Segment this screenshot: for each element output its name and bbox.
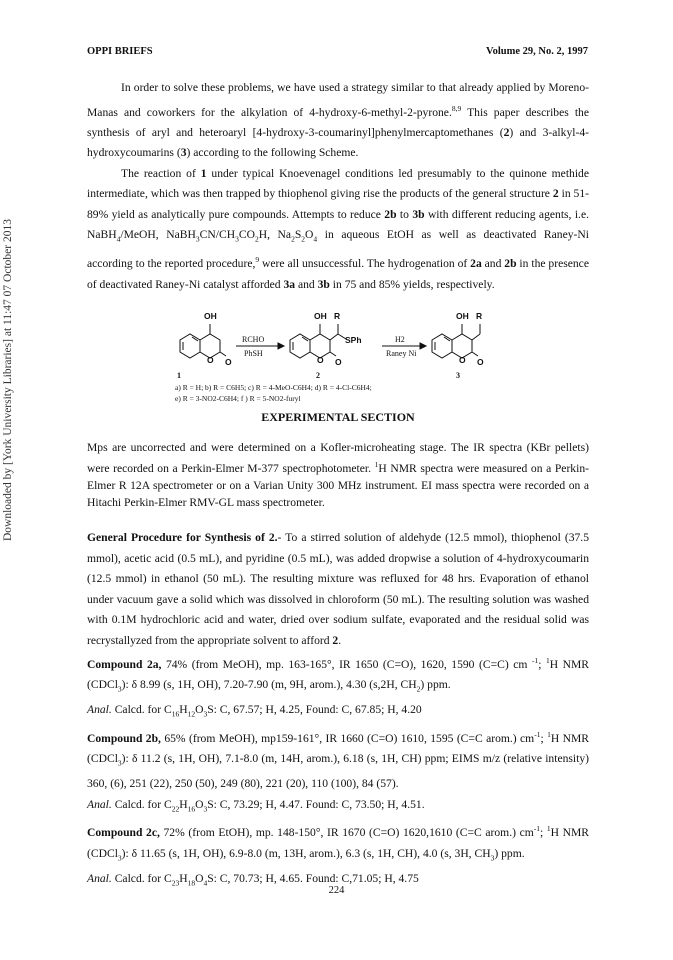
ring-o-1: O xyxy=(207,355,214,365)
reagent-raney-ni: Raney Ni xyxy=(386,349,417,358)
compound-number-2: 2 xyxy=(316,371,320,380)
procedure-section xyxy=(87,528,589,893)
compound-2b-analysis: Anal. Calcd. for $C_{22}H_{16}O_3S$: C, 73.29; H, 4.47. Found: C, 73.50; H, 4.51. xyxy=(87,797,425,813)
compound-2a: Compound 2a, 74% (from MeOH), mp. 163-165°, IR 1650 (C=O), 1620, 1590 (C=C) cm $^{-1}$; $^1$H NMR (CDCl$_3$): δ 8.99 (s, 1H, OH), 7.20-7.90 (m, 9H, arom.), 4.30 (s,2H, $CH_2$) ppm. xyxy=(87,656,589,694)
paragraph-reaction: The reaction of 1 under typical Knoevenagel conditions led presumably to the quinone methide intermediate, which was then trapped by thiophenol giving rise the products of the general structure 2 in 51-89% yield as analytically pure compounds. Attempts to reduce 2b to 3b with different reducing agents, i.e. NaBH$_4$/MeOH, $NaBH_3CN/CH_3CO_2H$, $Na_2S_2O_4$ in aqueous EtOH as well as deactivated Raney-Ni according to the reported procedure,$^9$ were all unsuccessful. The hydrogenation of 2a and 2b in the presence of deactivated Raney-Ni catalyst afforded 3a and 3b in 75 and 85% yields, respectively. xyxy=(87,166,590,291)
sph-label: SPh xyxy=(345,335,362,345)
ring-o-3: O xyxy=(459,355,466,365)
running-header-right: Volume 29, No. 2, 1997 xyxy=(486,46,588,57)
experimental-text: Mps are uncorrected and were determined on a Kofler-microheating stage. The IR spectra (KBr pellets) were recorded on a Perkin-Elmer M-377 spectrophotometer. $^1$H NMR spectra were measured on a Perkin-Elmer R 12A spectrometer or on a Varian Unity 300 MHz instrument. EI mass spectra were recorded on a Hitachi Perkin-Elmer RMV-GL mass spectrometer. xyxy=(87,441,589,509)
scheme-caption-line-2: e) R = 3-NO2-C6H4; f ) R = 5-NO2-furyl xyxy=(175,394,301,403)
carbonyl-o-3: O xyxy=(477,357,484,367)
compound-2b: Compound 2b, 65% (from MeOH), mp159-161°, IR 1660 (C=O) 1610, 1595 (C=C arom.) $cm^{-1}$; $^1$H NMR (CDCl$_3$): δ 11.2 (s, 1H, OH), 7.1-8.0 (m, 14H, arom.), 6.18 (s, 1H, CH) ppm; EIMS m/z (relative intensity) 360, (6), 251 (22), 250 (50), 249 (80), 221 (20), 110 (100), 84 (57). xyxy=(87,729,589,791)
reaction-scheme xyxy=(170,302,510,382)
compound-number-1: 1 xyxy=(177,371,181,380)
reagent-phsh: PhSH xyxy=(244,349,263,358)
compound-2c: Compound 2c, 72% (from EtOH), mp. 148-150°, IR 1670 (C=O) 1620,1610 (C=C arom.) $cm^{-1}$; $^1$H NMR (CDCl$_3$): δ 11.65 (s, 1H, OH), 6.9-8.0 (m, 13H, arom.), 6.3 (s, 1H, CH), 4.0 (s, 3H, $CH_3$) ppm. xyxy=(87,824,590,863)
ring-o-2: O xyxy=(317,355,324,365)
compound-2a-analysis: Anal. Calcd. for $C_{16}H_{12}O_3S$: C, 67.57; H, 4.25, Found: C, 67.85; H, 4.20 xyxy=(87,703,422,719)
oh-label-3: OH xyxy=(456,311,469,321)
reagent-h2: H2 xyxy=(395,335,405,344)
compound-2c-analysis: Anal. Calcd. for $C_{23}H_{18}O_4S$: C, 70.73; H, 4.65. Found: C,71.05; H, 4.75 xyxy=(87,871,419,887)
oh-label-2: OH xyxy=(314,311,327,321)
running-header-left: OPPI BRIEFS xyxy=(87,46,153,57)
oh-label-1: OH xyxy=(204,311,217,321)
carbonyl-o-2: O xyxy=(335,357,342,367)
scheme-caption-line-1: a) R = H; b) R = C6H5; c) R = 4-MeO-C6H4; d) R = 4-Cl-C6H4; xyxy=(175,383,372,392)
carbonyl-o-1: O xyxy=(225,357,232,367)
experimental-section xyxy=(87,410,589,511)
page-number: 224 xyxy=(328,885,345,896)
intro-section xyxy=(87,78,589,295)
r-label-2: R xyxy=(334,311,341,321)
general-procedure: General Procedure for Synthesis of 2.- To a stirred solution of aldehyde (12.5 mmol), thiophenol (37.5 mmol), acetic acid (0.5 mL), and pyridine (0.5 mL), was added dropwise a solution of 4-hydroxycoumarin (12.5 mmol) in ethanol (50 mL). The resulting mixture was refluxed for 48 hrs. Evaporation of ethanol under vacuum gave a solid which was dissolved in chloroform (50 mL). The resulting solution was washed with 0.1M hydrochloric acid and water, dried over sodium sulfate, evaporated and the residual solid was recrystallyzed from the appropriate solvent to afford 2. xyxy=(87,531,589,647)
r-label-3: R xyxy=(476,311,483,321)
experimental-heading: EXPERIMENTAL SECTION xyxy=(261,410,415,424)
download-watermark: Downloaded by [York University Libraries] at 11:47 07 October 2013 xyxy=(2,219,14,541)
scheme-caption xyxy=(175,382,505,404)
compound-number-3: 3 xyxy=(456,371,460,380)
reagent-rcho: RCHO xyxy=(242,335,265,344)
paragraph-intro: In order to solve these problems, we have used a strategy similar to that already applied by Moreno-Manas and coworkers for the alkylation of 4-hydroxy-6-methyl-2-pyrone.$^{8,9}$ This paper describes the synthesis of aryl and heteroaryl [4-hydroxy-3-coumarinyl]phenylmercaptomethanes (2) and 3-alkyl-4-hydroxycoumarins (3) according to the following Scheme. xyxy=(87,81,589,160)
